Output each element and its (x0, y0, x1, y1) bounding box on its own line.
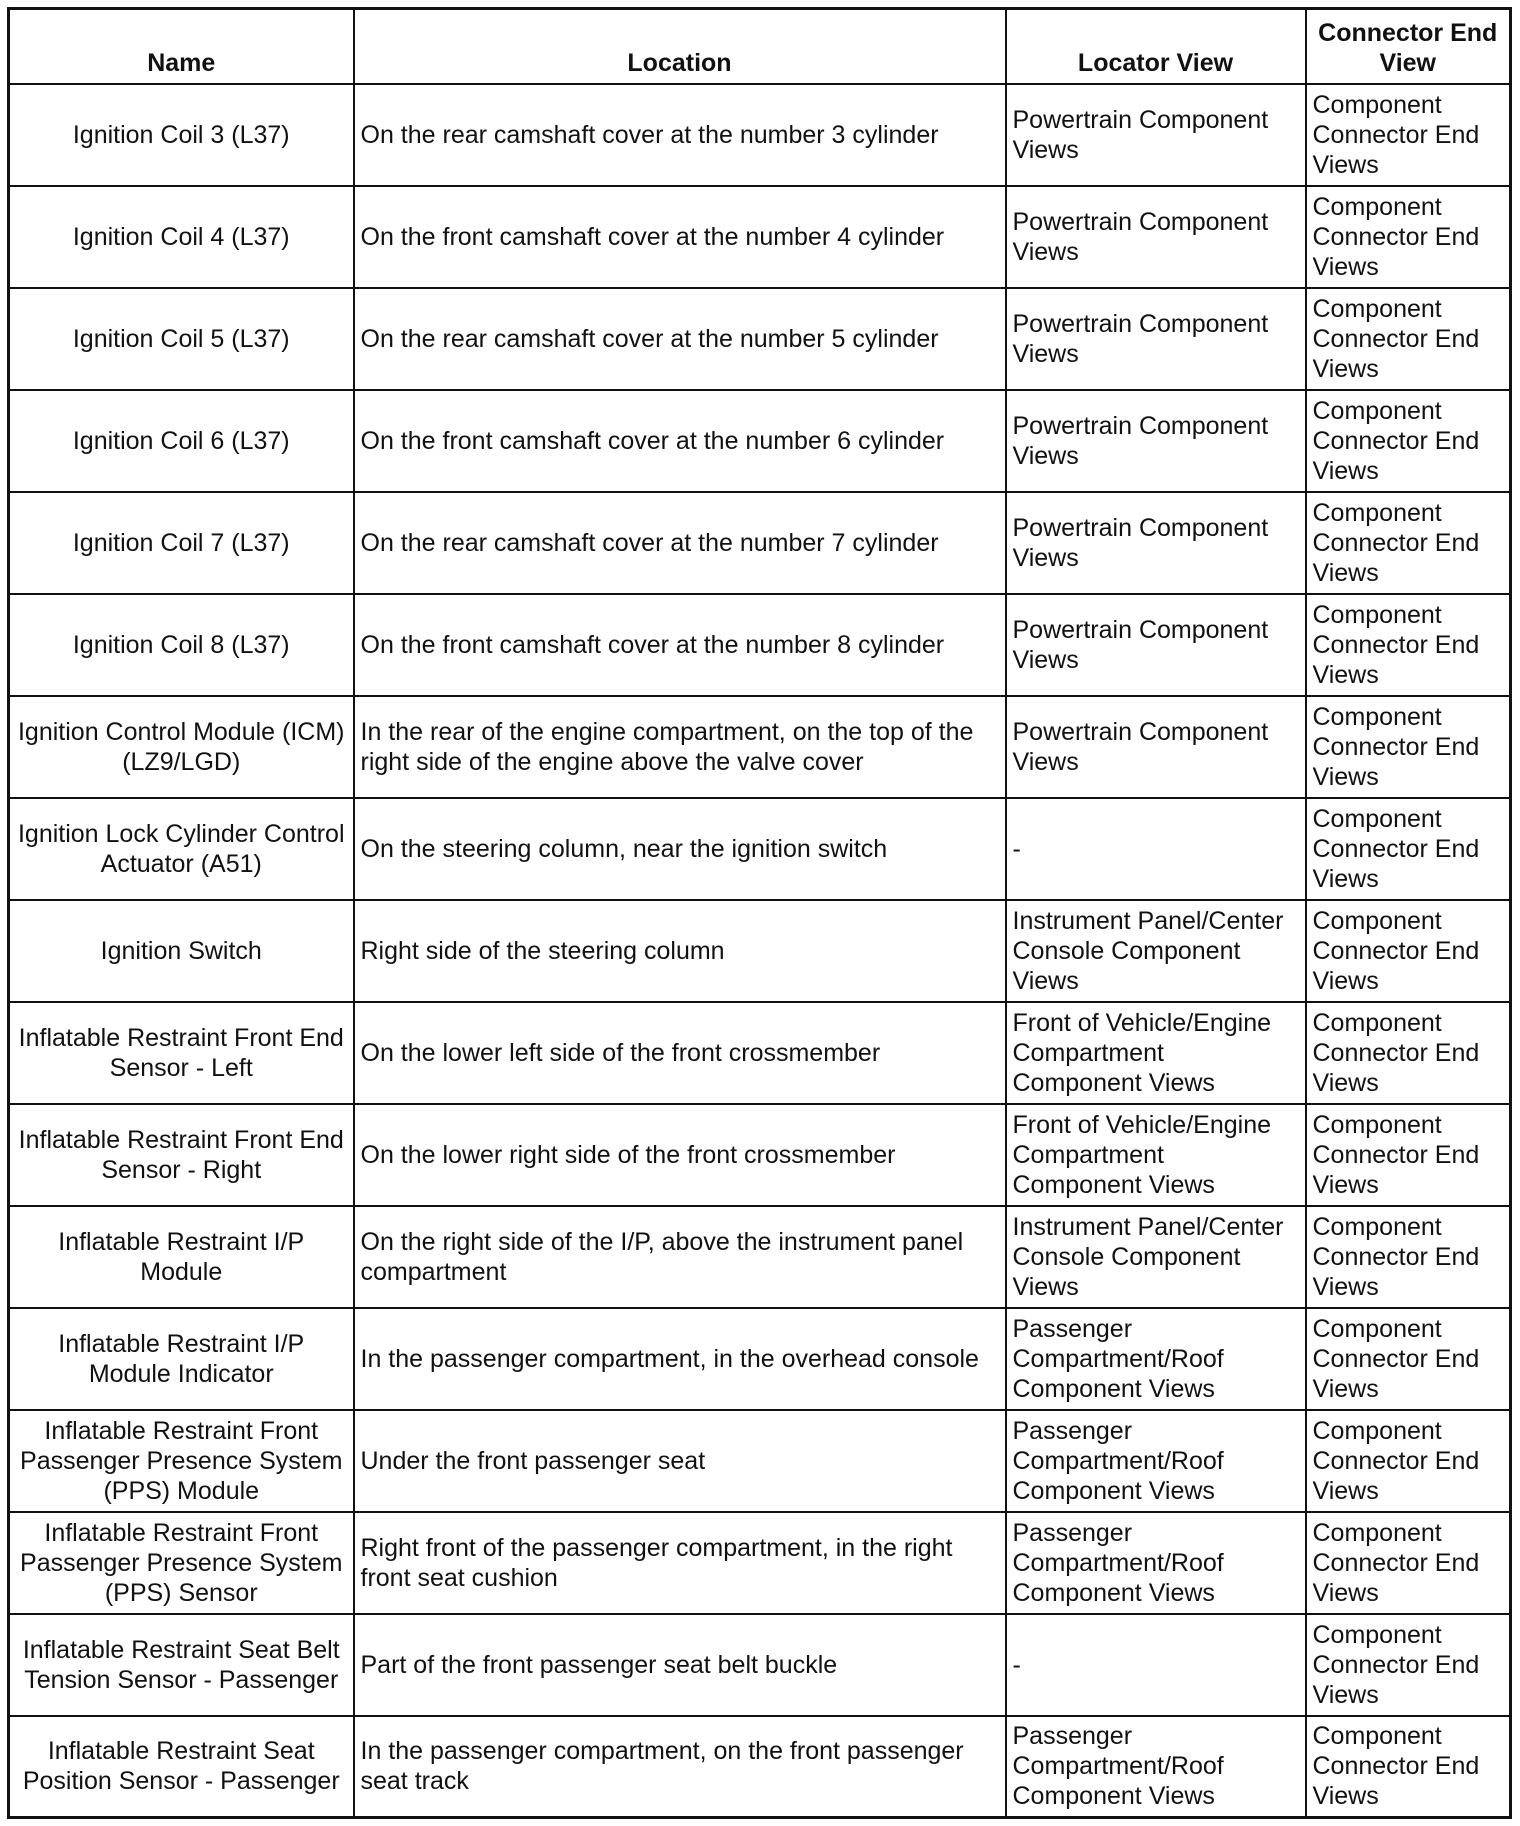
table-row (9, 1716, 1511, 1818)
row-connector-end-view: Component Connector End Views (1306, 900, 1511, 1002)
row-name: Ignition Control Module (ICM) (LZ9/LGD) (9, 696, 354, 798)
row-location: On the lower right side of the front crossmember (354, 1104, 1006, 1206)
table-row (9, 696, 1511, 798)
row-name: Inflatable Restraint Front Passenger Presence System (PPS) Module (9, 1410, 354, 1512)
row-name: Inflatable Restraint Front End Sensor - Left (9, 1002, 354, 1104)
row-name: Ignition Switch (9, 900, 354, 1002)
row-locator-view: - (1006, 798, 1306, 900)
row-locator-view: Passenger Compartment/Roof Component Views (1006, 1410, 1306, 1512)
header-locator-view: Locator View (1006, 9, 1306, 84)
table-row (9, 798, 1511, 900)
row-name: Inflatable Restraint I/P Module (9, 1206, 354, 1308)
row-connector-end-view: Component Connector End Views (1306, 798, 1511, 900)
row-locator-view: - (1006, 1614, 1306, 1716)
table-body (9, 84, 1511, 1818)
row-name: Ignition Coil 7 (L37) (9, 492, 354, 594)
row-location: On the lower left side of the front crossmember (354, 1002, 1006, 1104)
row-name: Ignition Coil 5 (L37) (9, 288, 354, 390)
row-locator-view: Powertrain Component Views (1006, 186, 1306, 288)
header-row (9, 9, 1511, 84)
row-locator-view: Passenger Compartment/Roof Component Views (1006, 1716, 1306, 1818)
row-location: Right side of the steering column (354, 900, 1006, 1002)
row-connector-end-view: Component Connector End Views (1306, 1512, 1511, 1614)
row-name: Inflatable Restraint Front End Sensor - Right (9, 1104, 354, 1206)
table-row (9, 1104, 1511, 1206)
row-name: Ignition Lock Cylinder Control Actuator (A51) (9, 798, 354, 900)
row-connector-end-view: Component Connector End Views (1306, 390, 1511, 492)
row-locator-view: Front of Vehicle/Engine Compartment Component Views (1006, 1002, 1306, 1104)
row-name: Inflatable Restraint Front Passenger Presence System (PPS) Sensor (9, 1512, 354, 1614)
table-row (9, 594, 1511, 696)
table-row (9, 492, 1511, 594)
table-row (9, 1614, 1511, 1716)
row-connector-end-view: Component Connector End Views (1306, 696, 1511, 798)
row-connector-end-view: Component Connector End Views (1306, 186, 1511, 288)
row-locator-view: Passenger Compartment/Roof Component Views (1006, 1512, 1306, 1614)
header-connector-end-view: Connector End View (1306, 9, 1511, 84)
table-row (9, 186, 1511, 288)
row-connector-end-view: Component Connector End Views (1306, 492, 1511, 594)
row-connector-end-view: Component Connector End Views (1306, 288, 1511, 390)
row-locator-view: Front of Vehicle/Engine Compartment Component Views (1006, 1104, 1306, 1206)
row-location: In the passenger compartment, in the overhead console (354, 1308, 1006, 1410)
row-locator-view: Instrument Panel/Center Console Component Views (1006, 900, 1306, 1002)
row-location: On the rear camshaft cover at the number 5 cylinder (354, 288, 1006, 390)
table-row (9, 1512, 1511, 1614)
table-row (9, 1308, 1511, 1410)
row-location: Part of the front passenger seat belt buckle (354, 1614, 1006, 1716)
row-name: Inflatable Restraint I/P Module Indicator (9, 1308, 354, 1410)
row-location: On the steering column, near the ignition switch (354, 798, 1006, 900)
row-locator-view: Powertrain Component Views (1006, 492, 1306, 594)
row-location: On the front camshaft cover at the number 4 cylinder (354, 186, 1006, 288)
table-row (9, 1002, 1511, 1104)
table-header (9, 9, 1511, 84)
row-location: On the rear camshaft cover at the number 7 cylinder (354, 492, 1006, 594)
row-location: In the passenger compartment, on the front passenger seat track (354, 1716, 1006, 1818)
row-location: On the front camshaft cover at the number 6 cylinder (354, 390, 1006, 492)
row-name: Ignition Coil 4 (L37) (9, 186, 354, 288)
row-connector-end-view: Component Connector End Views (1306, 1002, 1511, 1104)
row-connector-end-view: Component Connector End Views (1306, 1308, 1511, 1410)
row-connector-end-view: Component Connector End Views (1306, 1614, 1511, 1716)
row-name: Inflatable Restraint Seat Belt Tension Sensor - Passenger (9, 1614, 354, 1716)
row-locator-view: Powertrain Component Views (1006, 390, 1306, 492)
header-location: Location (354, 9, 1006, 84)
row-location: In the rear of the engine compartment, on the top of the right side of the engine above the valve cover (354, 696, 1006, 798)
row-connector-end-view: Component Connector End Views (1306, 84, 1511, 186)
table-row (9, 84, 1511, 186)
row-locator-view: Passenger Compartment/Roof Component Views (1006, 1308, 1306, 1410)
row-locator-view: Powertrain Component Views (1006, 696, 1306, 798)
row-location: Under the front passenger seat (354, 1410, 1006, 1512)
row-name: Ignition Coil 6 (L37) (9, 390, 354, 492)
row-locator-view: Powertrain Component Views (1006, 594, 1306, 696)
table-row (9, 288, 1511, 390)
row-locator-view: Powertrain Component Views (1006, 84, 1306, 186)
row-location: On the rear camshaft cover at the number 3 cylinder (354, 84, 1006, 186)
row-name: Ignition Coil 8 (L37) (9, 594, 354, 696)
header-name: Name (9, 9, 354, 84)
table-row (9, 390, 1511, 492)
table-row (9, 1206, 1511, 1308)
row-connector-end-view: Component Connector End Views (1306, 1206, 1511, 1308)
row-connector-end-view: Component Connector End Views (1306, 1716, 1511, 1818)
component-location-table (7, 7, 1512, 1819)
row-locator-view: Instrument Panel/Center Console Component Views (1006, 1206, 1306, 1308)
row-location: On the front camshaft cover at the number 8 cylinder (354, 594, 1006, 696)
row-connector-end-view: Component Connector End Views (1306, 1104, 1511, 1206)
row-connector-end-view: Component Connector End Views (1306, 1410, 1511, 1512)
table-row (9, 1410, 1511, 1512)
row-location: On the right side of the I/P, above the instrument panel compartment (354, 1206, 1006, 1308)
row-location: Right front of the passenger compartment, in the right front seat cushion (354, 1512, 1006, 1614)
row-connector-end-view: Component Connector End Views (1306, 594, 1511, 696)
row-name: Inflatable Restraint Seat Position Sensor - Passenger (9, 1716, 354, 1818)
row-name: Ignition Coil 3 (L37) (9, 84, 354, 186)
table-row (9, 900, 1511, 1002)
row-locator-view: Powertrain Component Views (1006, 288, 1306, 390)
